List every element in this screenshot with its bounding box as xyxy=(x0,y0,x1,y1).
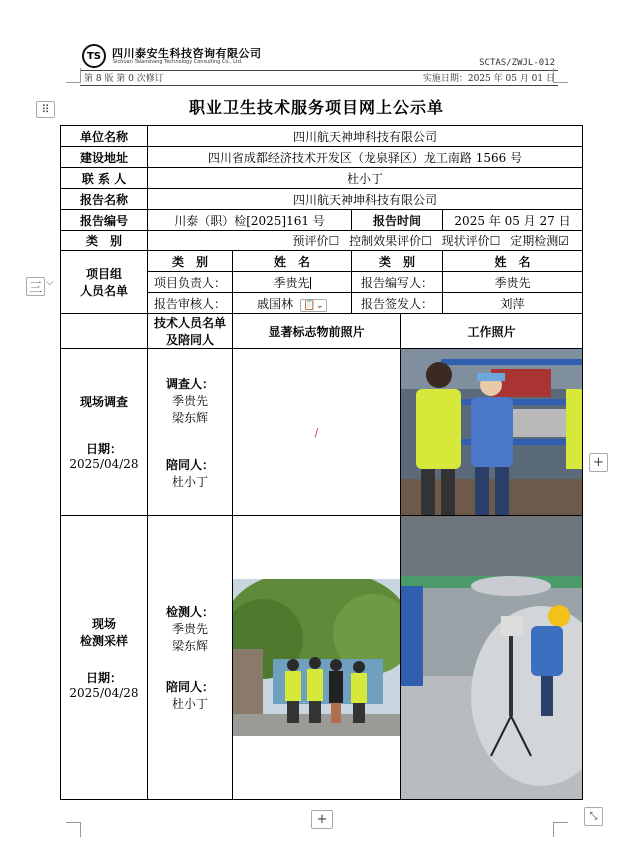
document-number: SCTAS/ZWJL-012 xyxy=(479,58,555,68)
report-time-value[interactable]: 2025 年 05 月 27 日 xyxy=(443,210,583,231)
team-col-name: 姓 名 xyxy=(233,251,352,272)
edition-info: 第 8 版 第 0 次修订 xyxy=(84,74,164,84)
unit-name-label: 单位名称 xyxy=(61,126,148,147)
role-project-lead: 项目负责人： xyxy=(148,272,233,293)
page-corner-mark xyxy=(66,822,81,837)
table-move-handle[interactable]: ⠿ xyxy=(36,101,55,118)
disclosure-table xyxy=(60,125,583,800)
sampling-stage-l2: 检测采样 xyxy=(79,634,128,648)
unit-name-value[interactable]: 四川航天神坤科技有限公司 xyxy=(148,126,583,147)
page-corner-mark xyxy=(553,822,568,837)
work-col-header: 工作照片 xyxy=(401,314,583,349)
report-time-label: 报告时间 xyxy=(352,210,443,231)
page-corner-mark xyxy=(553,68,568,83)
team-col-name2: 姓 名 xyxy=(443,251,583,272)
header-rule-bottom xyxy=(80,85,558,86)
companion-name: 杜小丁 xyxy=(171,474,208,489)
contact-label: 联 系 人 xyxy=(61,168,148,189)
sampling-stage-cell xyxy=(61,516,148,800)
blank-header-cell xyxy=(61,314,148,349)
team-label-line1: 项目组 xyxy=(85,267,122,281)
implementation-date: 实施日期：2025 年 05 月 01 日 xyxy=(422,74,555,84)
tester-name: 季贵先 xyxy=(171,622,208,636)
sampling-people-cell xyxy=(148,516,233,800)
team-label xyxy=(61,251,148,314)
sampling-stage-l1: 现场 xyxy=(91,617,116,631)
companion-label: 陪同人： xyxy=(165,680,214,694)
companion-name: 杜小丁 xyxy=(171,697,208,711)
tester-label: 检测人： xyxy=(165,605,214,619)
team-col-type2: 类 别 xyxy=(352,251,443,272)
address-value[interactable]: 四川省成都经济技术开发区（龙泉驿区）龙工南路 1566 号 xyxy=(148,147,583,168)
companion-label: 陪同人： xyxy=(165,457,214,472)
page-corner-mark xyxy=(66,68,81,83)
tester-name: 梁东辉 xyxy=(171,639,208,653)
paste-options-icon[interactable]: 📋⌄ xyxy=(300,299,327,312)
name-report-reviewer[interactable]: 戚国林 📋⌄ xyxy=(233,293,352,314)
survey-date: 2025/04/28 xyxy=(69,457,139,471)
address-label: 建设地址 xyxy=(61,147,148,168)
role-report-writer: 报告编写人： xyxy=(352,272,443,293)
name-project-lead[interactable]: 季贵先 xyxy=(233,272,352,293)
landmark-group-photo[interactable] xyxy=(233,579,400,736)
survey-landmark-photo-cell[interactable] xyxy=(233,349,401,516)
survey-stage: 现场调查 xyxy=(79,395,128,409)
checkbox-pre-evaluation[interactable]: 预评价☐ xyxy=(292,234,340,248)
investigator-label: 调查人： xyxy=(165,376,214,391)
add-column-button[interactable]: + xyxy=(589,453,608,472)
company-logo: TS xyxy=(82,44,106,68)
people-col-header xyxy=(148,314,233,349)
report-number-value[interactable]: 川泰（职）检[2025]161 号 xyxy=(148,210,352,231)
add-row-button[interactable]: + xyxy=(311,810,333,829)
sampling-date-label: 日期： xyxy=(85,671,122,685)
people-col-header-l1: 技术人员名单 xyxy=(153,316,226,330)
report-name-value[interactable]: 四川航天神坤科技有限公司 xyxy=(148,189,583,210)
page-title: 职业卫生技术服务项目网上公示单 xyxy=(188,98,444,117)
investigator-name: 梁东辉 xyxy=(171,410,208,425)
checkbox-status-evaluation[interactable]: 现状评价☐ xyxy=(441,234,501,248)
contact-value[interactable]: 杜小丁 xyxy=(148,168,583,189)
sampling-work-photo[interactable] xyxy=(401,516,582,799)
survey-stage-cell xyxy=(61,349,148,516)
resize-table-icon[interactable]: ⤡ xyxy=(584,807,603,826)
role-report-issuer: 报告签发人： xyxy=(352,293,443,314)
category-options xyxy=(148,231,583,251)
team-label-line2: 人员名单 xyxy=(79,284,128,298)
name-report-issuer[interactable]: 刘萍 xyxy=(443,293,583,314)
people-col-header-l2: 及陪同人 xyxy=(165,333,214,347)
sampling-work-photo-cell[interactable] xyxy=(401,516,583,800)
survey-work-photo-cell[interactable] xyxy=(401,349,583,516)
chevron-down-icon[interactable]: ⌵ xyxy=(46,277,54,288)
report-number-label: 报告编号 xyxy=(61,210,148,231)
sampling-landmark-photo-cell[interactable] xyxy=(233,516,401,800)
report-name-label: 报告名称 xyxy=(61,189,148,210)
survey-date-label: 日期： xyxy=(85,442,122,456)
category-label: 类 别 xyxy=(61,231,148,251)
checkbox-control-effect[interactable]: 控制效果评价☐ xyxy=(349,234,432,248)
sampling-date: 2025/04/28 xyxy=(69,686,139,700)
company-name: 四川泰安生科技咨询有限公司 xyxy=(112,47,262,60)
role-report-reviewer: 报告审核人： xyxy=(148,293,233,314)
landmark-col-header: 显著标志物前照片 xyxy=(233,314,401,349)
team-col-type: 类 别 xyxy=(148,251,233,272)
survey-work-photo[interactable] xyxy=(401,349,582,515)
name-report-writer[interactable]: 季贵先 xyxy=(443,272,583,293)
investigator-name: 季贵先 xyxy=(171,393,208,408)
checkbox-periodic-test[interactable]: 定期检测☑ xyxy=(510,234,570,248)
stray-mark: / xyxy=(314,426,319,439)
text-cursor xyxy=(310,277,311,289)
survey-people-cell xyxy=(148,349,233,516)
company-name-en: Sichuan Taianshang Technology Consulting Co., Ltd. xyxy=(113,59,243,65)
row-layout-icon[interactable]: 三 xyxy=(26,277,45,296)
